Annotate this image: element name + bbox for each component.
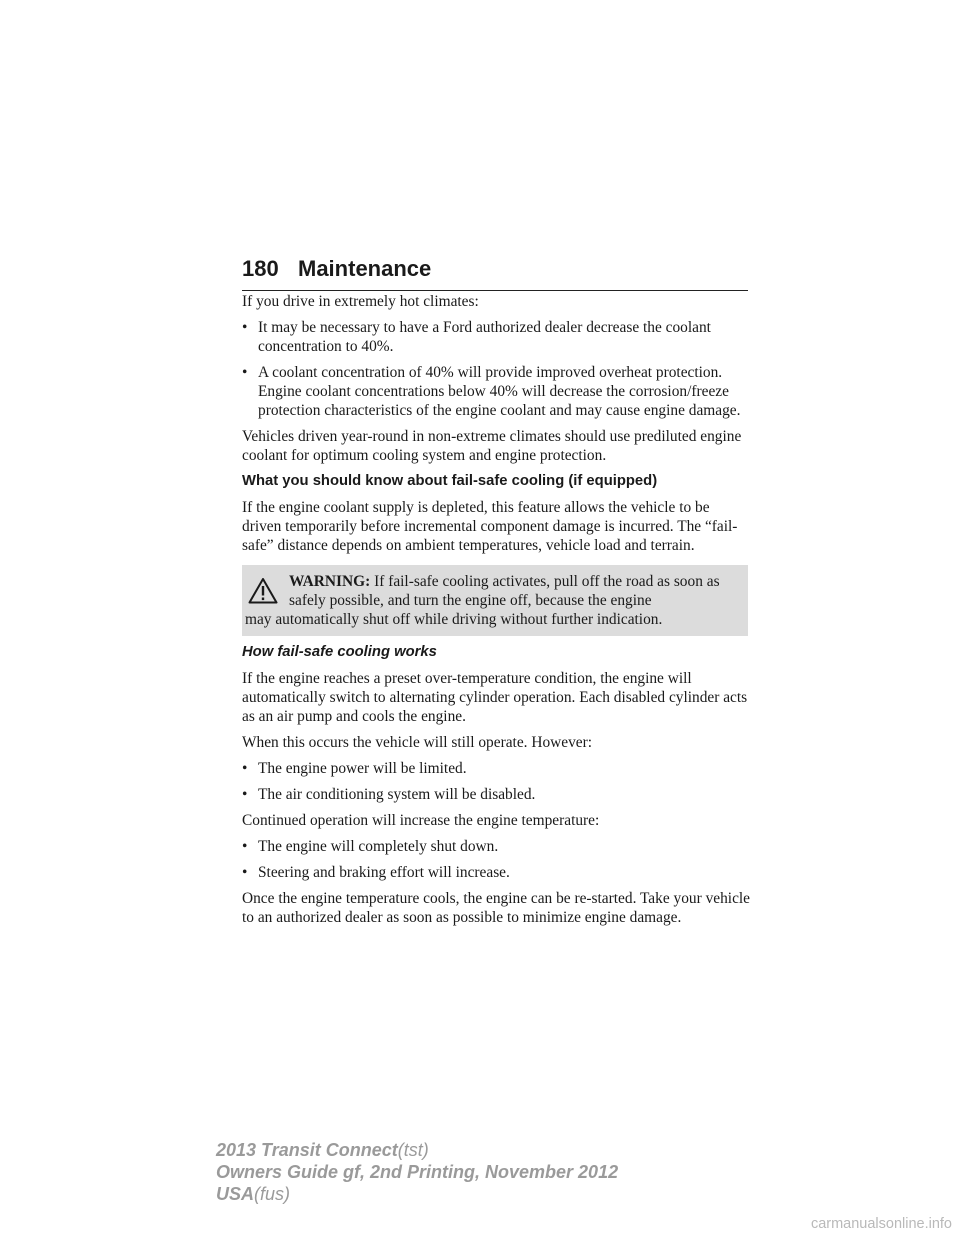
bullet-icon: •	[242, 319, 248, 336]
operate-paragraph: When this occurs the vehicle will still operate. However:	[242, 734, 593, 751]
watermark: carmanualsonline.info	[810, 1216, 952, 1232]
final-paragraph: Once the engine temperature cools, the engine can be re-started. Take your vehicle to an authorized dealer as soon as possible to minimize engine damage.	[242, 890, 751, 926]
footer-market: USA	[216, 1184, 255, 1204]
bullet-icon: •	[242, 760, 248, 777]
footer-line-printing: Owners Guide gf, 2nd Printing, November 2012	[216, 1162, 619, 1182]
list-item-text: The engine power will be limited.	[258, 760, 467, 777]
how-paragraph: If the engine reaches a preset over-temperature condition, the engine will automatically switch to alternating cylinder operation. Each disabled cylinder acts as an air pump and cools the engine.	[242, 670, 748, 725]
document-footer	[216, 1139, 618, 1205]
warning-box	[242, 565, 748, 636]
footer-model: 2013 Transit Connect	[216, 1140, 398, 1160]
list-item-text: The engine will completely shut down.	[258, 838, 499, 855]
list-item-text: Steering and braking effort will increase.	[258, 864, 510, 881]
warning-text-continued: may automatically shut off while driving without further indication.	[245, 611, 663, 628]
list-item-text: It may be necessary to have a Ford authorized dealer decrease the coolant concentration to 40%.	[258, 319, 711, 355]
continued-paragraph: Continued operation will increase the engine temperature:	[242, 812, 600, 829]
footer-market-code: (fus)	[254, 1184, 291, 1204]
warning-text: If fail-safe cooling activates, pull off the road as soon as safely possible, and turn the engine off, because the engine	[289, 573, 720, 609]
warning-label: WARNING:	[289, 573, 371, 590]
page-body	[242, 292, 750, 934]
footer-line-model	[216, 1139, 618, 1161]
nonextreme-paragraph: Vehicles driven year-round in non-extreme climates should use prediluted engine coolant for optimum cooling system and engine protection.	[242, 428, 742, 464]
footer-line-market	[216, 1183, 618, 1205]
bullet-icon: •	[242, 786, 248, 803]
bullet-icon: •	[242, 838, 248, 855]
bullet-icon: •	[242, 864, 248, 881]
list-item	[242, 759, 750, 778]
intro-paragraph: If you drive in extremely hot climates:	[242, 293, 479, 310]
section-title: Maintenance	[298, 256, 432, 281]
page-number: 180	[242, 256, 279, 281]
list-item	[242, 363, 750, 420]
failsafe-heading: What you should know about fail-safe cooling (if equipped)	[242, 473, 658, 489]
how-heading: How fail-safe cooling works	[242, 644, 437, 660]
list-item-text: The air conditioning system will be disabled.	[258, 786, 536, 803]
list-item	[242, 837, 750, 856]
page-header	[242, 256, 748, 291]
list-item-text: A coolant concentration of 40% will provide improved overheat protection. Engine coolant concentrations below 40% will decrease the corrosion/freeze protection characteristics of the engine coolant and may cause engine damage.	[258, 364, 741, 419]
footer-model-code: (tst)	[397, 1140, 429, 1160]
list-item	[242, 785, 750, 804]
list-item	[242, 318, 750, 356]
failsafe-paragraph: If the engine coolant supply is depleted, this feature allows the vehicle to be driven temporarily before incremental component damage is incurred. The “fail-safe” distance depends on ambient temperatures, vehicle load and terrain.	[242, 499, 738, 554]
list-item	[242, 863, 750, 882]
bullet-icon: •	[242, 364, 248, 381]
